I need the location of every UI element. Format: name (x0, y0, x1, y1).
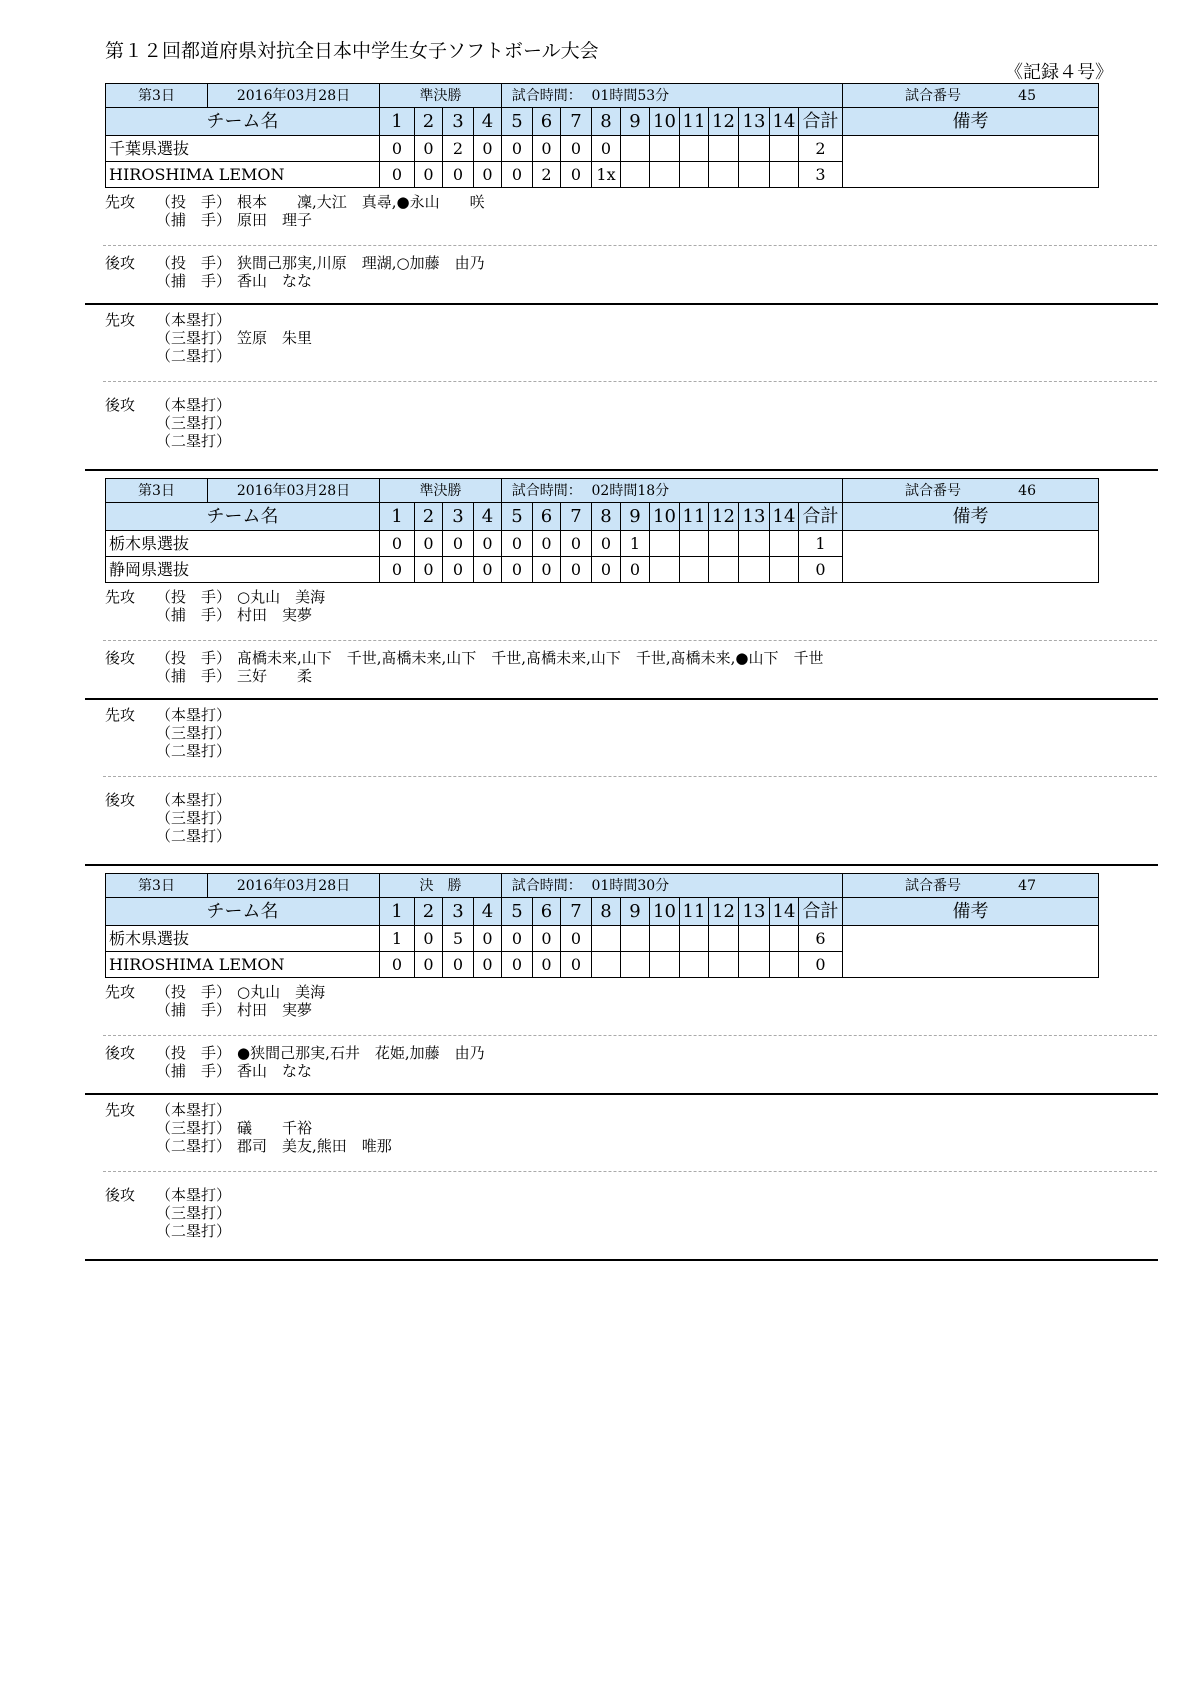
game-time-label: 試合時間： (502, 84, 592, 108)
inning-header: 6 (533, 898, 561, 926)
double-label: （二塁打） (156, 1137, 232, 1155)
inning-score: 0 (380, 136, 415, 162)
inning-score: 0 (415, 162, 443, 188)
section-end-line (85, 1259, 1158, 1261)
total-header: 合計 (799, 503, 843, 531)
game-number-label: 試合番号 (905, 877, 961, 894)
inning-score: 2 (533, 162, 561, 188)
inning-score (770, 952, 799, 978)
inning-score: 0 (533, 557, 561, 583)
team-name-header: チーム名 (106, 503, 380, 531)
first-batting-label: 先攻 (105, 706, 136, 724)
inning-score: 0 (592, 531, 621, 557)
inning-header: 10 (650, 898, 680, 926)
inning-header: 6 (533, 503, 561, 531)
inning-score (592, 952, 621, 978)
inning-header: 1 (380, 898, 415, 926)
team-name: 栃木県選抜 (106, 531, 380, 557)
team-name: 千葉県選抜 (106, 136, 380, 162)
inning-score: 0 (502, 557, 533, 583)
inning-score (739, 531, 770, 557)
second-batting-label: 後攻 (105, 1186, 136, 1204)
inning-score: 0 (561, 136, 592, 162)
inning-score: 0 (415, 531, 443, 557)
first-catchers: 原田 理子 (237, 211, 313, 229)
inning-header: 13 (739, 898, 770, 926)
inning-header: 4 (474, 108, 502, 136)
home-run-label: （本塁打） (156, 396, 232, 414)
inning-header: 7 (561, 503, 592, 531)
inning-score (592, 926, 621, 952)
inning-score (709, 162, 739, 188)
first-catchers: 村田 実夢 (237, 606, 313, 624)
first-pitchers: ○丸山 美海 (237, 983, 326, 1001)
remarks-cell (843, 136, 1099, 188)
home-run-label: （本塁打） (156, 311, 232, 329)
inning-header: 8 (592, 503, 621, 531)
inning-score: 0 (380, 162, 415, 188)
inning-header: 10 (650, 108, 680, 136)
inning-score (739, 952, 770, 978)
inning-score (680, 531, 709, 557)
home-run-label: （本塁打） (156, 791, 232, 809)
double-label: （二塁打） (156, 347, 232, 365)
inning-header: 7 (561, 898, 592, 926)
inning-score (770, 557, 799, 583)
inning-score: 0 (474, 531, 502, 557)
game-time-label: 試合時間： (502, 874, 592, 898)
game-number: 47 (1018, 877, 1036, 894)
inning-score (709, 926, 739, 952)
first-triples: 笠原 朱里 (237, 329, 313, 347)
inning-header: 3 (443, 898, 474, 926)
inning-score (709, 557, 739, 583)
inning-header: 1 (380, 503, 415, 531)
inning-header: 3 (443, 108, 474, 136)
inning-score: 0 (561, 162, 592, 188)
divider (103, 245, 1157, 246)
catcher-label: （捕 手） (156, 272, 232, 290)
pitcher-label: （投 手） (156, 193, 232, 211)
game-round: 準決勝 (380, 84, 502, 108)
inning-header: 14 (770, 503, 799, 531)
team-total: 3 (799, 162, 843, 188)
divider (103, 640, 1157, 641)
team-total: 0 (799, 557, 843, 583)
inning-header: 12 (709, 108, 739, 136)
triple-label: （三塁打） (156, 1119, 232, 1137)
divider (85, 698, 1158, 700)
inning-score (621, 952, 650, 978)
inning-score: 0 (561, 926, 592, 952)
inning-header: 5 (502, 503, 533, 531)
inning-score (680, 952, 709, 978)
inning-header: 12 (709, 898, 739, 926)
inning-header: 9 (621, 503, 650, 531)
second-batting-label: 後攻 (105, 649, 136, 667)
inning-score: 0 (443, 162, 474, 188)
inning-header: 5 (502, 898, 533, 926)
team-total: 6 (799, 926, 843, 952)
triple-label: （三塁打） (156, 329, 232, 347)
second-batting-label: 後攻 (105, 791, 136, 809)
inning-score: 0 (502, 952, 533, 978)
inning-header: 7 (561, 108, 592, 136)
double-label: （二塁打） (156, 1222, 232, 1240)
inning-header: 2 (415, 898, 443, 926)
remarks-header: 備考 (843, 503, 1099, 531)
inning-score (739, 162, 770, 188)
remarks-header: 備考 (843, 108, 1099, 136)
inning-score: 0 (502, 531, 533, 557)
inning-score: 2 (443, 136, 474, 162)
first-pitchers: ○丸山 美海 (237, 588, 326, 606)
divider (103, 776, 1157, 777)
triple-label: （三塁打） (156, 1204, 232, 1222)
inning-score: 0 (533, 926, 561, 952)
inning-score (680, 136, 709, 162)
inning-score: 0 (592, 557, 621, 583)
inning-score (709, 136, 739, 162)
inning-score: 0 (415, 557, 443, 583)
pitcher-label: （投 手） (156, 1044, 232, 1062)
second-catchers: 香山 なな (237, 1062, 313, 1080)
inning-header: 12 (709, 503, 739, 531)
inning-score: 0 (380, 557, 415, 583)
game-number-cell (843, 84, 1099, 108)
divider (103, 381, 1157, 382)
second-pitchers: ●狭間己那実,石井 花姫,加藤 由乃 (237, 1044, 485, 1062)
inning-score: 0 (561, 557, 592, 583)
game-day: 第3日 (106, 84, 208, 108)
game-number: 45 (1018, 87, 1036, 104)
game-number-cell (843, 479, 1099, 503)
document-title: 第１２回都道府県対抗全日本中学生女子ソフトボール大会 (105, 40, 599, 62)
inning-score (739, 926, 770, 952)
first-doubles: 郡司 美友,熊田 唯那 (237, 1137, 392, 1155)
inning-score: 0 (502, 162, 533, 188)
inning-score: 0 (474, 952, 502, 978)
second-batting-label: 後攻 (105, 396, 136, 414)
inning-header: 8 (592, 108, 621, 136)
game-number-label: 試合番号 (905, 482, 961, 499)
inning-score: 0 (474, 162, 502, 188)
triple-label: （三塁打） (156, 414, 232, 432)
remarks-header: 備考 (843, 898, 1099, 926)
catcher-label: （捕 手） (156, 1001, 232, 1019)
inning-score: 0 (415, 136, 443, 162)
game-date: 2016年03月28日 (208, 874, 380, 898)
first-batting-label: 先攻 (105, 311, 136, 329)
inning-score (709, 952, 739, 978)
inning-score: 0 (621, 557, 650, 583)
inning-score: 0 (533, 952, 561, 978)
team-total: 0 (799, 952, 843, 978)
section-end-line (85, 469, 1158, 471)
inning-score: 1 (621, 531, 650, 557)
game-date: 2016年03月28日 (208, 84, 380, 108)
inning-score: 0 (380, 531, 415, 557)
second-batting-label: 後攻 (105, 254, 136, 272)
game-round: 決 勝 (380, 874, 502, 898)
triple-label: （三塁打） (156, 724, 232, 742)
inning-score (650, 136, 680, 162)
game-number: 46 (1018, 482, 1036, 499)
inning-header: 9 (621, 898, 650, 926)
team-total: 2 (799, 136, 843, 162)
second-catchers: 三好 柔 (237, 667, 313, 685)
inning-header: 9 (621, 108, 650, 136)
divider (85, 1093, 1158, 1095)
pitcher-label: （投 手） (156, 649, 232, 667)
inning-score: 0 (561, 952, 592, 978)
team-total: 1 (799, 531, 843, 557)
remarks-cell (843, 531, 1099, 583)
inning-header: 4 (474, 898, 502, 926)
divider (103, 1035, 1157, 1036)
inning-score (770, 531, 799, 557)
scoreboard-table (105, 873, 1099, 978)
team-name: HIROSHIMA LEMON (106, 952, 380, 978)
game-block (85, 83, 1158, 478)
first-catchers: 村田 実夢 (237, 1001, 313, 1019)
second-pitchers: 髙橋未来,山下 千世,髙橋未来,山下 千世,髙橋未来,山下 千世,髙橋未来,●山下 千世 (237, 649, 824, 667)
total-header: 合計 (799, 108, 843, 136)
inning-score: 0 (474, 136, 502, 162)
home-run-label: （本塁打） (156, 1101, 232, 1119)
first-batting-label: 先攻 (105, 588, 136, 606)
inning-score (770, 162, 799, 188)
inning-score (650, 531, 680, 557)
inning-score (680, 557, 709, 583)
second-pitchers: 狭間己那実,川原 理湖,○加藤 由乃 (237, 254, 485, 272)
inning-header: 4 (474, 503, 502, 531)
game-number-cell (843, 874, 1099, 898)
second-catchers: 香山 なな (237, 272, 313, 290)
inning-score (621, 162, 650, 188)
inning-score (739, 136, 770, 162)
team-name: HIROSHIMA LEMON (106, 162, 380, 188)
scoreboard-table (105, 478, 1099, 583)
inning-score (739, 557, 770, 583)
inning-score: 0 (443, 531, 474, 557)
pitcher-label: （投 手） (156, 588, 232, 606)
inning-score: 0 (415, 926, 443, 952)
double-label: （二塁打） (156, 742, 232, 760)
catcher-label: （捕 手） (156, 606, 232, 624)
inning-score: 0 (415, 952, 443, 978)
inning-score: 0 (380, 952, 415, 978)
game-block (85, 873, 1158, 1268)
team-name-header: チーム名 (106, 108, 380, 136)
catcher-label: （捕 手） (156, 1062, 232, 1080)
inning-score: 0 (443, 557, 474, 583)
game-time: 01時間30分 (592, 874, 843, 898)
inning-score (770, 926, 799, 952)
divider (85, 303, 1158, 305)
inning-header: 8 (592, 898, 621, 926)
divider (103, 1171, 1157, 1172)
game-day: 第3日 (106, 874, 208, 898)
inning-header: 10 (650, 503, 680, 531)
inning-header: 3 (443, 503, 474, 531)
inning-score (621, 926, 650, 952)
home-run-label: （本塁打） (156, 706, 232, 724)
inning-score: 0 (502, 926, 533, 952)
catcher-label: （捕 手） (156, 667, 232, 685)
inning-header: 14 (770, 108, 799, 136)
inning-score: 1x (592, 162, 621, 188)
inning-header: 6 (533, 108, 561, 136)
inning-header: 13 (739, 108, 770, 136)
inning-score: 0 (474, 926, 502, 952)
inning-score: 0 (592, 136, 621, 162)
inning-score: 0 (443, 952, 474, 978)
inning-header: 2 (415, 108, 443, 136)
inning-header: 11 (680, 108, 709, 136)
inning-header: 11 (680, 898, 709, 926)
game-time: 01時間53分 (592, 84, 843, 108)
inning-score (650, 926, 680, 952)
game-block (85, 478, 1158, 873)
inning-header: 5 (502, 108, 533, 136)
game-round: 準決勝 (380, 479, 502, 503)
inning-score (680, 926, 709, 952)
double-label: （二塁打） (156, 827, 232, 845)
first-triples: 礒 千裕 (237, 1119, 313, 1137)
record-number: 《記録４号》 (1005, 62, 1113, 83)
game-time: 02時間18分 (592, 479, 843, 503)
total-header: 合計 (799, 898, 843, 926)
inning-score: 0 (561, 531, 592, 557)
remarks-cell (843, 926, 1099, 978)
inning-header: 1 (380, 108, 415, 136)
first-pitchers: 根本 凜,大江 真尋,●永山 咲 (237, 193, 485, 211)
inning-score: 0 (533, 136, 561, 162)
scoreboard-table (105, 83, 1099, 188)
inning-score (770, 136, 799, 162)
home-run-label: （本塁打） (156, 1186, 232, 1204)
inning-score: 0 (474, 557, 502, 583)
first-batting-label: 先攻 (105, 193, 136, 211)
inning-header: 2 (415, 503, 443, 531)
game-date: 2016年03月28日 (208, 479, 380, 503)
inning-score: 0 (502, 136, 533, 162)
triple-label: （三塁打） (156, 809, 232, 827)
inning-score (621, 136, 650, 162)
inning-score (650, 162, 680, 188)
first-batting-label: 先攻 (105, 1101, 136, 1119)
game-day: 第3日 (106, 479, 208, 503)
first-batting-label: 先攻 (105, 983, 136, 1001)
inning-score (650, 952, 680, 978)
catcher-label: （捕 手） (156, 211, 232, 229)
team-name: 静岡県選抜 (106, 557, 380, 583)
inning-score: 5 (443, 926, 474, 952)
inning-score: 0 (533, 531, 561, 557)
double-label: （二塁打） (156, 432, 232, 450)
section-end-line (85, 864, 1158, 866)
inning-header: 13 (739, 503, 770, 531)
team-name-header: チーム名 (106, 898, 380, 926)
pitcher-label: （投 手） (156, 254, 232, 272)
inning-score (709, 531, 739, 557)
pitcher-label: （投 手） (156, 983, 232, 1001)
inning-score: 1 (380, 926, 415, 952)
inning-score (680, 162, 709, 188)
inning-score (650, 557, 680, 583)
inning-header: 14 (770, 898, 799, 926)
second-batting-label: 後攻 (105, 1044, 136, 1062)
game-time-label: 試合時間： (502, 479, 592, 503)
team-name: 栃木県選抜 (106, 926, 380, 952)
game-number-label: 試合番号 (905, 87, 961, 104)
inning-header: 11 (680, 503, 709, 531)
